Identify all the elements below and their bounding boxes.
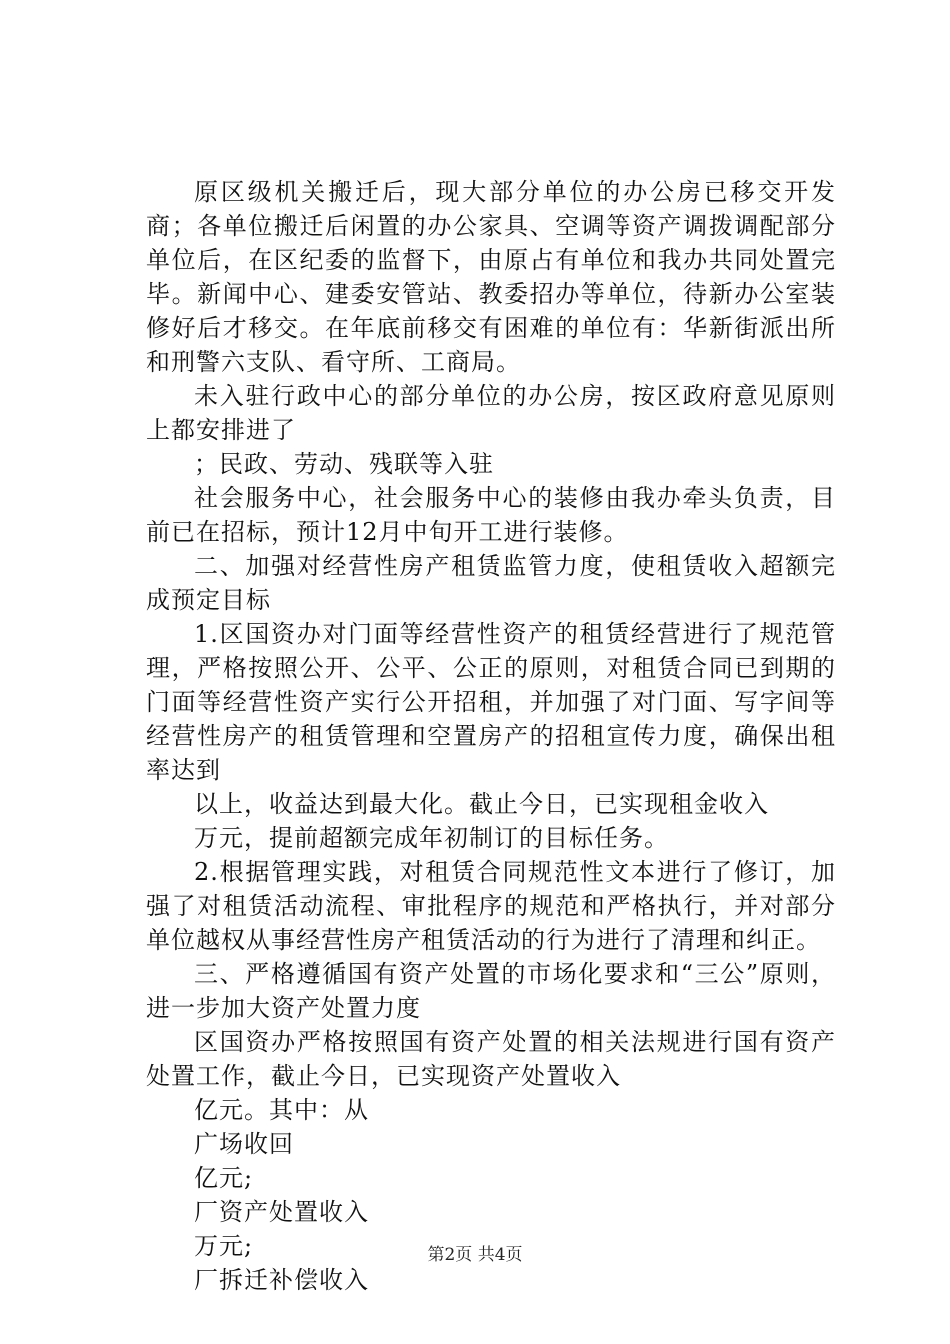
paragraph: 区国资办严格按照国有资产处置的相关法规进行国有资产处置工作，截止今日，已实现资产处置收入 (146, 1028, 836, 1090)
paragraph: 1.区国资办对门面等经营性资产的租赁经营进行了规范管理，严格按照公开、公平、公正的原则，对租赁合同已到期的门面等经营性资产实行公开招租，并加强了对门面、写字间等经营性房产的租赁管理和空置房产的招租宣传力度，确保出租率达到 (146, 620, 836, 784)
paragraph: 广场收回 (194, 1130, 294, 1158)
paragraph: 原区级机关搬迁后，现大部分单位的办公房已移交开发商；各单位搬迁后闲置的办公家具、空调等资产调拨调配部分单位后，在区纪委的监督下，由原占有单位和我办共同处置完毕。新闻中心、建委安管站、教委招办等单位，待新办公室装修好后才移交。在年底前移交有困难的单位有：华新街派出所和刑警六支队、看守所、工商局。 (146, 178, 836, 376)
section-heading: 二、加强对经营性房产租赁监管力度，使租赁收入超额完成预定目标 (146, 552, 836, 614)
paragraph: 厂资产处置收入 (194, 1198, 369, 1226)
paragraph: 未入驻行政中心的部分单位的办公房，按区政府意见原则上都安排进了 (146, 382, 836, 444)
paragraph: 亿元; (194, 1164, 254, 1192)
paragraph: 亿元。其中：从 (194, 1096, 369, 1124)
paragraph: ；民政、劳动、残联等入驻 (194, 450, 494, 478)
paragraph: 2.根据管理实践，对租赁合同规范性文本进行了修订，加强了对租赁活动流程、审批程序的规范和严格执行，并对部分单位越权从事经营性房产租赁活动的行为进行了清理和纠正。 (146, 858, 836, 954)
paragraph: 厂拆迁补偿收入 (194, 1266, 369, 1294)
section-heading: 三、严格遵循国有资产处置的市场化要求和“三公”原则，进一步加大资产处置力度 (146, 960, 836, 1022)
paragraph: 万元，提前超额完成年初制订的目标任务。 (194, 824, 669, 852)
paragraph: 社会服务中心，社会服务中心的装修由我办牵头负责，目前已在招标，预计12月中旬开工进行装修。 (146, 484, 836, 546)
document-body (146, 175, 836, 1297)
paragraph: 以上，收益达到最大化。截止今日，已实现租金收入 (194, 790, 769, 818)
page-number-footer: 第2页 共4页 (427, 1245, 523, 1265)
paragraph: 万元; (194, 1232, 254, 1260)
